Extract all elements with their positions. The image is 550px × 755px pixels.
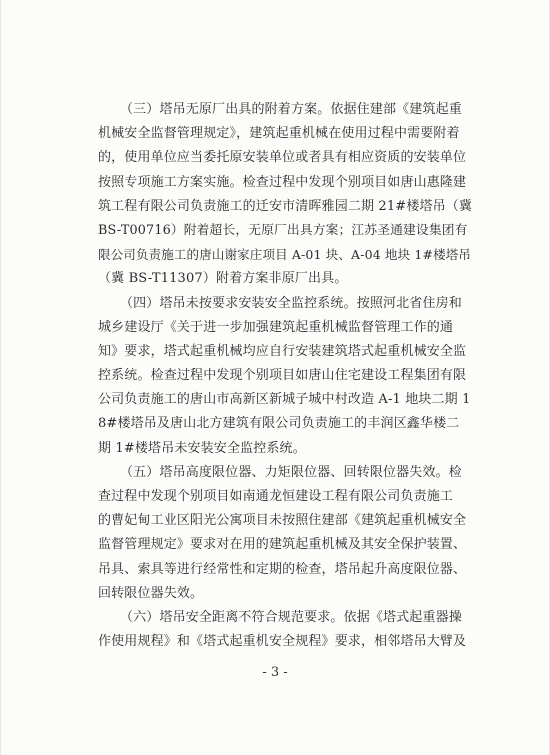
page-edge-left	[0, 0, 1, 755]
text-line: 监督管理规定》要求对在用的建筑起重机械及其安全保护装置、	[98, 537, 467, 553]
text-line: 查过程中发现个别项目如南通龙恒建设工程有限公司负责施工	[98, 489, 454, 504]
text-line: 城乡建设厅《关于进一步加强建筑起重机械监督管理工作的通	[98, 319, 454, 335]
body-text	[98, 98, 473, 654]
text-line: 限公司负责施工的唐山谢家庄项目 A-01 块、A-04 地块 1#楼塔吊	[98, 247, 472, 263]
text-line: 的，使用单位应当委托原安装单位或者具有相应资质的安装单位	[98, 150, 467, 166]
text-line: （五）塔吊高度限位器、力矩限位器、回转限位器失效。检	[120, 464, 462, 480]
text-line: 吊具、索具等进行经常性和定期的检查，塔吊起升高度限位器、	[98, 561, 467, 577]
text-line: 筑工程有限公司负责施工的迁安市清晖雅园二期 21#楼塔吊（冀	[98, 198, 473, 214]
text-line: 控系统。检查过程中发现个别项目如唐山住宅建设工程集团有限	[98, 368, 467, 384]
text-line: 回转限位器失效。	[98, 585, 204, 601]
text-line: （四）塔吊未按要求安装安全监控系统。按照河北省住房和	[120, 295, 462, 311]
text-line: 公司负责施工的唐山市高新区新城子城中村改造 A-1 地块二期 1	[98, 392, 471, 408]
text-line: （冀 BS-T11307）附着方案非原厂出具。	[98, 271, 348, 287]
text-line: BS-T00716）附着超长，无原厂出具方案；江苏圣通建设集团有	[98, 222, 468, 238]
page-number: - 3 -	[262, 665, 288, 680]
text-line: （六）塔吊安全距离不符合规范要求。依据《塔式起重器操	[120, 609, 462, 625]
text-line: 按照专项施工方案实施。检查过程中发现个别项目如唐山惠隆建	[98, 174, 467, 190]
text-line: （三）塔吊无原厂出具的附着方案。依据住建部《建筑起重	[120, 102, 462, 117]
text-line: 的曹妃甸工业区阳光公寓项目未按照住建部《建筑起重机械安全	[98, 513, 467, 529]
text-line: 知》要求，塔式起重机械均应自行安装建筑塔式起重机械安全监	[98, 343, 467, 359]
text-line: 机械安全监督管理规定》，建筑起重机械在使用过程中需要附着	[98, 126, 460, 142]
text-line: 8#楼塔吊及唐山北方建筑有限公司负责施工的丰润区鑫华楼二	[98, 416, 460, 432]
text-line: 期 1#楼塔吊未安装安全监控系统。	[98, 440, 306, 456]
text-line: 作使用规程》和《塔式起重机安全规程》要求，相邻塔吊大臂及	[98, 634, 467, 650]
